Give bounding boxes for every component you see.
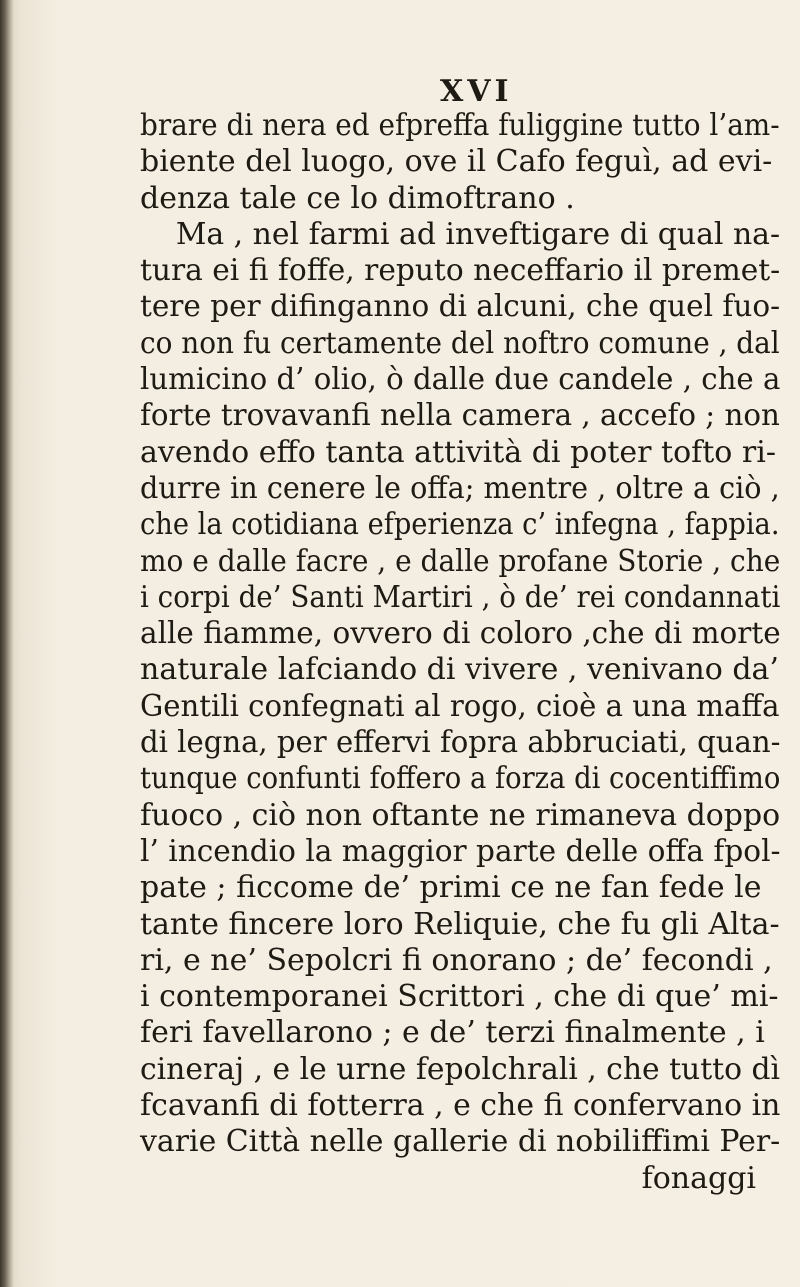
text-line: feri favellarono ; e de’ terzi finalmente , i [140, 1015, 765, 1051]
text-line: che la cotidiana efperienza c’ infegna , fappia. [140, 507, 780, 543]
text-line: lumicino d’ olio, ò dalle due candele , che a [140, 362, 781, 398]
page-number-header: XVI [440, 74, 513, 109]
text-line: co non fu certamente del noftro comune , dal [140, 325, 780, 361]
text-line: fuoco , ciò non oftante ne rimaneva doppo [140, 797, 781, 833]
text-line: cineraj , e le urne fepolchrali , che tutto dì [140, 1051, 781, 1087]
text-line: i contemporanei Scrittori , che di que’ mi- [140, 979, 779, 1015]
text-line: tante fincere loro Reliquie, che fu gli Alta- [140, 906, 780, 942]
paragraph-start-line: Ma , nel farmi ad inveftigare di qual na- [175, 216, 781, 252]
text-line: naturale lafciando di vivere , venivano da’ [140, 652, 779, 688]
text-line: brare di nera ed efpreffa fuliggine tutto l’am- [140, 108, 780, 143]
text-line: mo e dalle facre , e dalle profane Storie , che [140, 543, 781, 579]
text-line: alle fiamme, ovvero di coloro ,che di morte [140, 616, 781, 652]
text-line: tunque confunti foffero a forza di cocentiffimo [140, 761, 781, 797]
text-line: varie Città nelle gallerie di nobiliffimi Per- [140, 1124, 781, 1160]
text-line: l’ incendio la maggior parte delle offa fpol- [140, 833, 781, 869]
text-line: fcavanfi di fotterra , e che fi confervano in [140, 1088, 781, 1124]
text-line: avendo effo tanta attività di poter tofto ri- [140, 434, 776, 470]
catchword: fonaggi [641, 1160, 756, 1196]
text-line: Gentili confegnati al rogo, cioè a una maffa [140, 688, 780, 724]
text-line: di legna, per effervi fopra abbruciati, quan- [140, 725, 781, 761]
text-line: tere per difinganno di alcuni, che quel fuo- [140, 289, 781, 325]
text-line: tura ei fi foffe, reputo neceffario il premet- [140, 253, 781, 289]
text-line: forte trovavanfi nella camera , accefo ; non [140, 398, 780, 434]
text-line: biente del luogo, ove il Cafo feguì, ad evi- [140, 144, 773, 180]
text-line: denza tale ce lo dimoftrano . [140, 180, 575, 216]
text-line: durre in cenere le offa; mentre , oltre a ciò , [140, 470, 780, 506]
page-binding-edge [0, 0, 14, 1287]
text-line: pate ; ficcome de’ primi ce ne fan fede le [140, 870, 762, 906]
body-text [140, 108, 780, 1197]
text-line: ri, e ne’ Sepolcri fi onorano ; de’ fecondi , [140, 942, 773, 978]
text-line: i corpi de’ Santi Martiri , ò de’ rei condannati [140, 579, 781, 615]
